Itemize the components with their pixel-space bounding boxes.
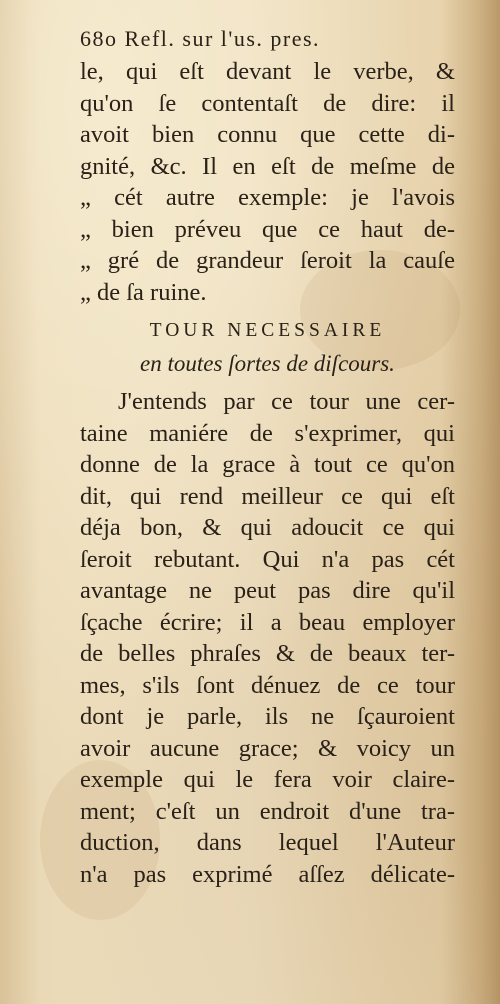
- text-line: „ gré de grandeur ſeroit la cauſe: [80, 247, 455, 274]
- text-line: J'entends par ce tour une cer-: [118, 388, 455, 415]
- text-line: exemple qui le fera voir claire-: [80, 766, 455, 793]
- text-line: „ de ſa ruine.: [80, 278, 207, 306]
- text-line: avantage ne peut pas dire qu'il: [80, 577, 455, 604]
- text-line: gnité, &c. Il en eſt de meſme de: [80, 152, 455, 180]
- text-line: qu'on ſe contentaſt de dire: il: [80, 89, 455, 117]
- text-line: de belles phraſes & de beaux ter-: [80, 640, 455, 667]
- text-line: ment; c'eſt un endroit d'une tra-: [80, 797, 455, 825]
- text-line: avoit bien connu que cette di-: [80, 121, 455, 148]
- text-line: ſçache écrire; il a beau employer: [80, 608, 455, 636]
- text-line: „ cét autre exemple: je l'avois: [80, 184, 455, 211]
- text-line: dont je parle, ils ne ſçauroient: [80, 703, 455, 730]
- text-line: n'a pas exprimé aſſez délicate-: [80, 860, 455, 888]
- text-line: déja bon, & qui adoucit ce qui: [80, 514, 455, 541]
- text-line: mes, s'ils ſont dénuez de ce tour: [80, 671, 455, 699]
- text-line: duction, dans lequel l'Auteur: [80, 829, 455, 856]
- text-line: dit, qui rend meilleur ce qui eſt: [80, 482, 455, 510]
- text-line: le, qui eſt devant le verbe, &: [80, 58, 455, 85]
- text-line: donne de la grace à tout ce qu'on: [80, 451, 455, 478]
- text-line: taine maniére de s'exprimer, qui: [80, 419, 455, 447]
- section-subheading: en toutes ſortes de diſcours.: [140, 351, 395, 376]
- text-line: „ bien préveu que ce haut de-: [80, 215, 455, 243]
- section-heading: TOUR NECESSAIRE: [149, 320, 386, 341]
- page-text: [80, 22, 455, 890]
- running-head: 68o Refl. sur l'us. pres.: [80, 26, 321, 51]
- text-line: avoir aucune grace; & voicy un: [80, 734, 455, 762]
- text-line: ſeroit rebutant. Qui n'a pas cét: [80, 545, 455, 573]
